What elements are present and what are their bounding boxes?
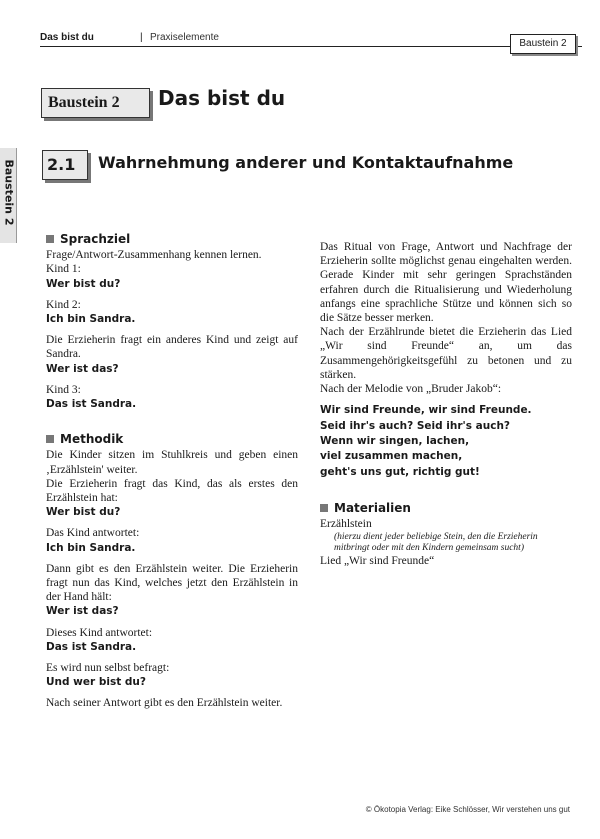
right-column [320, 240, 572, 568]
header-separator: | [140, 32, 143, 43]
song-line: Wir sind Freunde, wir sind Freunde. [320, 404, 532, 417]
lied-paragraph: Nach der Erzählrunde bietet die Erzieherin das Lied „Wir sind Freunde“ an, um das Zusammengehörigkeitsgefühl zu betonen und zu stärken. [320, 326, 572, 381]
bullet-square-icon [46, 435, 54, 443]
bullet-square-icon [320, 504, 328, 512]
chapter-block [41, 88, 150, 118]
side-chapter-label: Baustein 2 [2, 159, 16, 226]
methodik-p6: Es wird nun selbst befragt: [46, 662, 170, 675]
kind1-text: Wer bist du? [46, 277, 121, 290]
running-header [40, 32, 582, 47]
methodik-p2: Die Erzieherin fragt das Kind, das als erstes den Erzählstein hat: [46, 477, 298, 505]
methodik-heading: Methodik [46, 432, 298, 446]
kind2-label: Kind 2: [46, 298, 81, 311]
sprachziel-paragraph: Die Erzieherin fragt ein anderes Kind und zeigt auf Sandra. [46, 334, 298, 361]
header-title: Das bist du [40, 32, 94, 43]
methodik-p5: Dieses Kind antwortet: [46, 626, 153, 639]
header-chapter-tab: Baustein 2 [510, 34, 576, 54]
header-subtitle: Praxiselemente [150, 32, 219, 43]
materialien-item2: Lied „Wir sind Freunde“ [320, 554, 435, 567]
kind2-text: Ich bin Sandra. [46, 313, 136, 326]
section-number: 2.1 [47, 155, 76, 174]
methodik-p3-text: Ich bin Sandra. [46, 541, 136, 554]
methodik-p5-text: Das ist Sandra. [46, 640, 137, 653]
methodik-p4: Dann gibt es den Erzählstein weiter. Die Erzieherin fragt nun das Kind, welches jetzt den Erzählstein in der Hand hält: [46, 562, 298, 604]
ritual-paragraph: Das Ritual von Frage, Antwort und Nachfrage der Erzieherin sollte möglichst genau eingehalten werden. Gerade Kinder mit sehr geringen Sprachständen erfahren durch die Ritualisierung und Wiederholung anfangs eine sprachliche Stütze und können sich so die Sätze besser merken. [320, 241, 572, 325]
materialien-heading: Materialien [320, 501, 572, 515]
sprachziel-heading: Sprachziel [46, 232, 298, 246]
song-line: Seid ihr's auch? Seid ihr's auch? [320, 419, 511, 432]
section-title: Wahrnehmung anderer und Kontaktaufnahme [98, 153, 514, 172]
song-line: viel zusammen machen, [320, 450, 463, 463]
left-column [46, 232, 298, 711]
methodik-p6-text: Und wer bist du? [46, 676, 146, 689]
bullet-square-icon [46, 235, 54, 243]
methodik-p3: Das Kind antwortet: [46, 527, 140, 540]
chapter-block-label: Baustein 2 [48, 94, 120, 111]
methodik-p4-text: Wer ist das? [46, 605, 119, 618]
methodik-p7: Nach seiner Antwort gibt es den Erzählstein weiter. [46, 697, 283, 710]
materialien-note: (hierzu dient jeder beliebige Stein, den die Erzieherin mitbringt oder mit den Kindern gemeinsam sucht) [334, 531, 538, 553]
sprachziel-line: Frage/Antwort-Zusammenhang kennen lernen. [46, 249, 262, 262]
sprachziel-paragraph-text: Wer ist das? [46, 362, 119, 375]
materialien-item1: Erzählstein [320, 518, 372, 531]
song-lyrics [320, 403, 572, 480]
kind3-text: Das ist Sandra. [46, 398, 137, 411]
section-number-block [42, 150, 88, 180]
page-title: Das bist du [158, 86, 286, 110]
methodik-p1: Die Kinder sitzen im Stuhlkreis und geben einen ‚Erzählstein' weiter. [46, 449, 298, 476]
melodie-paragraph: Nach der Melodie von „Bruder Jakob“: [320, 383, 502, 396]
side-chapter-tab [0, 148, 17, 243]
kind3-label: Kind 3: [46, 383, 81, 396]
song-line: Wenn wir singen, lachen, [320, 435, 470, 448]
methodik-p2-text: Wer bist du? [46, 506, 121, 519]
copyright-footer: © Ökotopia Verlag: Eike Schlösser, Wir verstehen uns gut [365, 805, 570, 814]
kind1-label: Kind 1: [46, 263, 81, 276]
song-line: geht's uns gut, richtig gut! [320, 465, 480, 478]
